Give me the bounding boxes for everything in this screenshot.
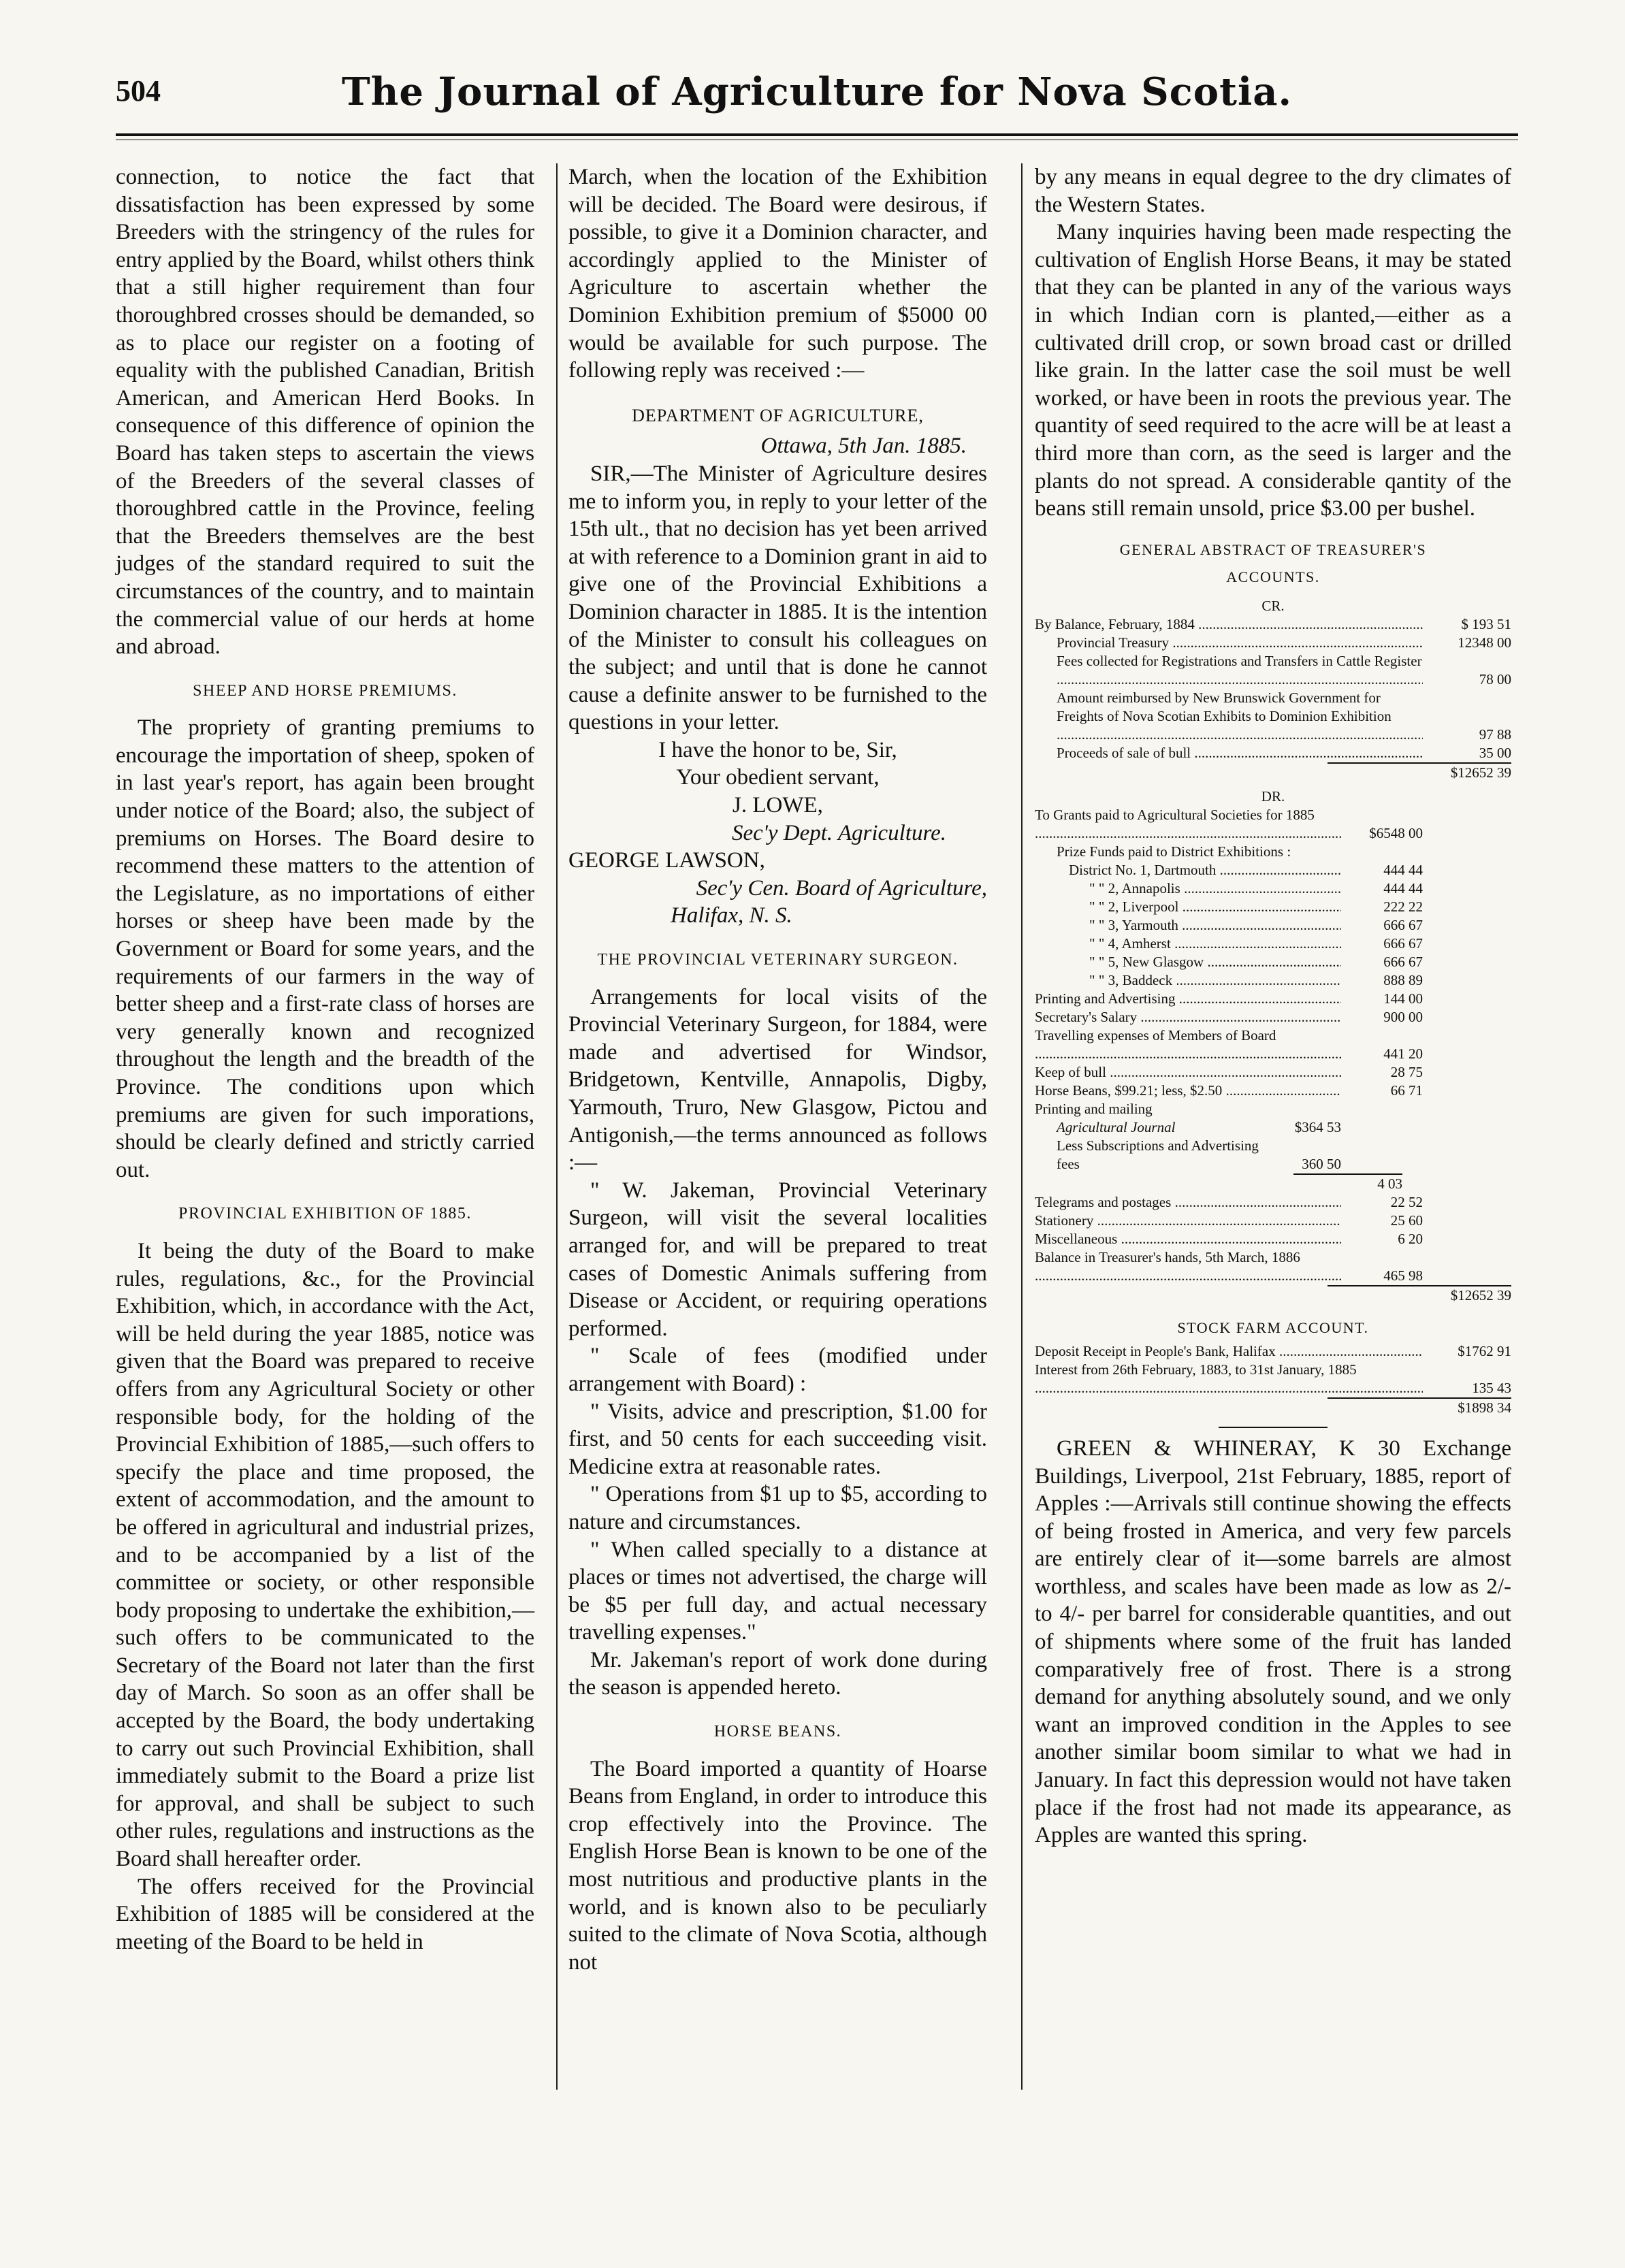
- page-header: [116, 69, 1518, 121]
- table-row: " " 3, Yarmouth ..... 666 67: [1035, 916, 1511, 935]
- stock-farm-title: STOCK FARM ACCOUNT.: [1177, 1318, 1369, 1336]
- table-row: " " 5, New Glasgow ..... 666 67: [1035, 953, 1511, 971]
- paragraph-vet-distance: " When called specially to a distance at places or times not advertised, the charge will be $5 per full day, and actual necessary travelling expenses.": [568, 1537, 987, 1645]
- credit-total: $12652 39: [1328, 762, 1511, 782]
- section-divider: [1219, 1427, 1328, 1428]
- column-3: [1035, 163, 1511, 1849]
- treasurer-table-title-1: GENERAL ABSTRACT OF TREASURER'S: [1119, 540, 1427, 558]
- paragraph-apples-report: GREEN & WHINERAY, K 30 Exchange Buildings, Liverpool, 21st February, 1885, report of Apples :—Arrivals still continue showing the effects of being frosted in America, and very few parcels are entirely clear of it—some barrels are almost worthless, and scales have been made as low as 2/- to 4/- per barrel for considerable quantities, and out of shipments where some of the fruit has landed comparatively free of frost. There is a strong demand for anything absolutely sound, and we only want an improved condition in the Apples to see another similar boom similar to what we had in January. In fact this depression would not have taken place if the frost had not made its appearance, as Apples are wanted this spring.: [1035, 1436, 1511, 1848]
- journal-title: The Journal of Agriculture for Nova Scotia.: [341, 69, 1293, 114]
- paragraph-vet-fees: " Scale of fees (modified under arrangement with Board) :: [568, 1344, 987, 1396]
- table-row: Keep of bull ..... 28 75: [1035, 1063, 1511, 1082]
- paragraph-exhibition-location: March, when the location of the Exhibition will be decided. The Board were desirous, if possible, to give it a Dominion character, and accordingly applied to the Minister of Agriculture to ascertain whether the Dominion Exhibition premium of $5000 00 would be available for such purpose. The following reply was received :—: [568, 165, 987, 383]
- letter-signer: J. LOWE,: [733, 793, 823, 818]
- table-row: " " 4, Amherst ..... 666 67: [1035, 935, 1511, 953]
- table-row: " " 2, Annapolis ..... 444 44: [1035, 879, 1511, 898]
- paragraph-exhibition-offers: The offers received for the Provincial Exhibition of 1885 will be considered at the meeting of the Board to be held in: [116, 1874, 534, 1954]
- table-row: Miscellaneous ..... 6 20: [1035, 1230, 1511, 1248]
- table-row: Balance in Treasurer's hands, 5th March, 1886 ..... 465 98: [1035, 1248, 1511, 1285]
- paragraph-bean-cultivation: Many inquiries having been made respecting the cultivation of English Horse Beans, it may be stated that they can be planted in any of the various ways in which Indian corn is planted,—either as a cultivated drill crop, or sown broad cast or drilled like grain. In the latter case the soil must be well worked, or have been in roots the previous year. The quantity of seed required to the acre will be at least a third more than corn, as the seed is larger and the plants do not spread. A considerable qantity of the beans still remain unsold, price $3.00 per bushel.: [1035, 220, 1511, 521]
- header-rule-thick: [116, 133, 1518, 136]
- table-row: Printing and Advertising ..... 144 00: [1035, 990, 1511, 1008]
- table-row: Telegrams and postages ..... 22 52: [1035, 1193, 1511, 1212]
- debit-total: $12652 39: [1328, 1285, 1511, 1305]
- table-row: Agricultural Journal $364 53: [1057, 1118, 1341, 1135]
- paragraph-horse-beans: The Board imported a quantity of Hoarse Beans from England, in order to introduce this crop effectively into the Province. The English Horse Bean is known to be one of the most nutritious and productive plants in the world, and is known also to be peculiarly suited to the climate of Nova Scotia, although not: [568, 1756, 987, 1975]
- table-row: Less Subscriptions and Advertising fees 360 50: [1057, 1137, 1341, 1172]
- column-2: [568, 163, 987, 1976]
- table-row: Horse Beans, $99.21; less, $2.50 ..... 66 71: [1035, 1082, 1511, 1100]
- paragraph-vet-operations: " Operations from $1 up to $5, according to nature and circumstances.: [568, 1482, 987, 1534]
- table-row: Secretary's Salary ..... 900 00: [1035, 1008, 1511, 1026]
- letter-signer-title: Sec'y Dept. Agriculture.: [732, 820, 946, 845]
- column-divider-2: [1021, 163, 1023, 2090]
- paragraph-vet-report: Mr. Jakeman's report of work done during the season is appended hereto.: [568, 1647, 987, 1700]
- letter-closing-2: Your obedient servant,: [676, 765, 880, 790]
- table-row: Interest from 26th February, 1883, to 31st January, 1885 ..... 135 43: [1035, 1361, 1511, 1397]
- table-row: Fees collected for Registrations and Transfers in Cattle Register ..... 78 00: [1035, 652, 1511, 689]
- table-row: Amount reimbursed by New Brunswick Government for Freights of Nova Scotian Exhibits to Dominion Exhibition ..... 97 88: [1035, 689, 1511, 744]
- table-row: " " 3, Baddeck ..... 888 89: [1035, 971, 1511, 990]
- table-row: Proceeds of sale of bull ..... 35 00: [1035, 744, 1511, 762]
- letter-addressee-title-2: Halifax, N. S.: [671, 903, 792, 928]
- printing-mailing-label: Printing and mailing: [1035, 1100, 1153, 1117]
- column-divider-1: [556, 163, 558, 2090]
- paragraph-dry-climates: by any means in equal degree to the dry climates of the Western States.: [1035, 165, 1511, 217]
- table-row: Deposit Receipt in People's Bank, Halifax ..... $1762 91: [1035, 1342, 1511, 1361]
- table-row: Stationery ..... 25 60: [1035, 1212, 1511, 1230]
- table-row: " " 2, Liverpool ..... 222 22: [1035, 898, 1511, 916]
- prize-funds-label: Prize Funds paid to District Exhibitions :: [1057, 843, 1291, 860]
- page-number: 504: [116, 74, 161, 108]
- table-row: To Grants paid to Agricultural Societies for 1885 ..... $6548 00: [1035, 806, 1511, 843]
- letter-body: SIR,—The Minister of Agriculture desires me to inform you, in reply to your letter of the 15th ult., that no decision has yet been arrived at with reference to a Dominion grant in aid to give one of the Provincial Exhibitions a Dominion character in 1885. It is the intention of the Minister to consult his colleagues on the subject; and until that is done he cannot cause a definite answer to be furnished to the questions in your letter.: [568, 461, 987, 735]
- heading-veterinary-surgeon: THE PROVINCIAL VETERINARY SURGEON.: [597, 951, 959, 969]
- table-row: Provincial Treasury ..... 12348 00: [1035, 634, 1511, 652]
- credit-heading: CR.: [1261, 597, 1285, 614]
- heading-horse-beans: HORSE BEANS.: [713, 1723, 842, 1741]
- column-1: [116, 163, 534, 1956]
- heading-provincial-exhibition: PROVINCIAL EXHIBITION OF 1885.: [178, 1205, 472, 1223]
- table-row: By Balance, February, 1884 ..... $ 193 51: [1035, 615, 1511, 634]
- table-row: Travelling expenses of Members of Board ..... 441 20: [1035, 1026, 1511, 1063]
- paragraph-premiums: The propriety of granting premiums to encourage the importation of sheep, spoken of in last year's report, has again been brought under notice of the Board; also, the subject of premiums on Horses. The Board desire to recommend these matters to the attention of the Legislature, as no importations of either horses or sheep have been made by the Government or Board for some years, and the requirements of our farmers in the way of better sheep and a first-rate class of horses are very generally known and recognized throughout the length and the breadth of the Province. The conditions upon which premiums are given for such imporations, should be clearly defined and strictly carried out.: [116, 715, 534, 1182]
- letter-addressee-title-1: Sec'y Cen. Board of Agriculture,: [696, 875, 987, 901]
- stock-total: $1898 34: [1328, 1397, 1511, 1417]
- table-row: District No. 1, Dartmouth ..... 444 44: [1035, 861, 1511, 879]
- paragraph-herd-register: connection, to notice the fact that dissatisfaction has been expressed by some Breeders with the stringency of the rules for entry applied by the Board, whilst others think that a still higher requirement than four thoroughbred crosses should be demanded, so as to place our register on a footing of equality with the published Canadian, British American, and American Herd Books. In consequence of this difference of opinion the Board has taken steps to ascertain the views of the Breeders of the several classes of thoroughbred cattle in the Province, feeling that the Breeders themselves are the best judges of the standard required to suit the circumstances of the country, and to maintain the commercial value of our herds at home and abroad.: [116, 165, 534, 660]
- letter-place-date: Ottawa, 5th Jan. 1885.: [760, 434, 967, 459]
- letter-heading: DEPARTMENT OF AGRICULTURE,: [632, 405, 924, 425]
- paragraph-exhibition-rules: It being the duty of the Board to make rules, regulations, &c., for the Provincial Exhibition, which, in accordance with the Act, will be held during the year 1885, notice was given that the Board was prepared to receive offers from any Agricultural Society or other responsible body, for the holding of the Provincial Exhibition of 1885,—such offers to specify the place and time proposed, the extent of accommodation, and the amount to be offered in agricultural and industrial prizes, and to be accompanied by a list of the committee or society, or other responsible body proposing to undertake the exhibition,—such offers to be communicated to the Secretary of the Board not later than the first day of March. So soon as an offer shall be accepted by the Board, the body undertaking to carry out such Provincial Exhibition, shall immediately submit to the Board a prize list for approval, and shall be subject to such other rules, regulations and instructions as the Board shall hereafter order.: [116, 1238, 534, 1872]
- letter-addressee: GEORGE LAWSON,: [568, 848, 765, 873]
- treasurer-table-title-2: ACCOUNTS.: [1226, 568, 1320, 586]
- heading-sheep-horse-premiums: SHEEP AND HORSE PREMIUMS.: [193, 681, 457, 700]
- journal-net-amount: 4 03: [1293, 1173, 1402, 1193]
- treasurer-accounts-table: [1035, 597, 1511, 1417]
- paragraph-vet-visits: " Visits, advice and prescription, $1.00 for first, and 50 cents for each succeeding visit. Medicine extra at reasonable rates.: [568, 1399, 987, 1479]
- debit-heading: DR.: [1261, 788, 1285, 805]
- paragraph-vet-notice: " W. Jakeman, Provincial Veterinary Surgeon, will visit the several localities arranged for, and will be prepared to treat cases of Domestic Animals suffering from Disease or Accident, or requiring operations performed.: [568, 1178, 987, 1341]
- paragraph-vet-arrangements: Arrangements for local visits of the Provincial Veterinary Surgeon, for 1884, were made and advertised for Windsor, Bridgetown, Kentville, Annapolis, Digby, Yarmouth, Truro, New Glasgow, Pictou and Antigonish,—the terms announced as follows :—: [568, 984, 987, 1176]
- letter-closing-1: I have the honor to be, Sir,: [658, 737, 897, 762]
